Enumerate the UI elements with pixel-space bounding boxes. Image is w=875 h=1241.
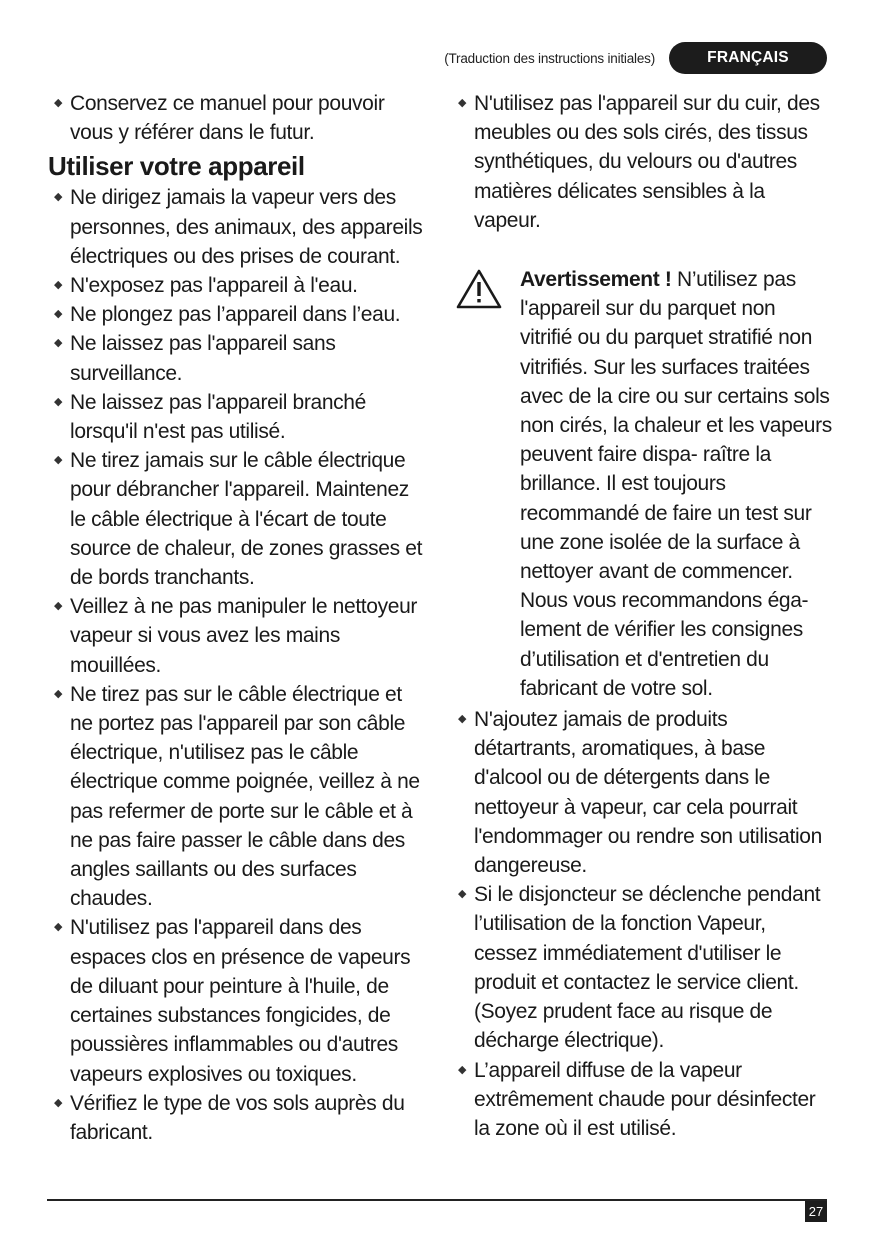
item-text: Veillez à ne pas manipuler le nettoyeur vapeur si vous avez les mains mouillées. — [70, 595, 418, 677]
diamond-bullet-icon: ◆ — [458, 888, 467, 901]
item-text: N'exposez pas l'appareil à l'eau. — [70, 274, 358, 298]
diamond-bullet-icon: ◆ — [54, 279, 63, 292]
item-text: N'utilisez pas l'appareil dans des espaces clos en présence de vapeurs de diluant pour peinture à l'huile, de certaines substances fongicides, de poussières inflammables ou d'autres vapeurs explosives ou toxiques. — [70, 916, 411, 1086]
page-number: 27 — [805, 1201, 827, 1222]
diamond-bullet-icon: ◆ — [54, 687, 63, 700]
diamond-bullet-icon: ◆ — [54, 1096, 63, 1109]
item-text: Ne plongez pas l’appareil dans l’eau. — [70, 303, 401, 327]
list-item — [48, 271, 426, 300]
list-item — [48, 592, 426, 680]
diamond-bullet-icon: ◆ — [54, 97, 63, 109]
list-item — [48, 446, 426, 592]
list-item — [48, 183, 426, 271]
diamond-bullet-icon: ◆ — [458, 97, 467, 109]
list-item — [452, 89, 832, 235]
diamond-bullet-icon: ◆ — [458, 713, 467, 726]
list-item — [48, 89, 426, 147]
diamond-bullet-icon: ◆ — [458, 1063, 467, 1076]
left-column — [48, 89, 426, 1147]
right-column — [452, 89, 832, 1143]
warning-triangle-icon — [456, 269, 502, 309]
list-item — [48, 680, 426, 914]
item-text: L’appareil diffuse de la vapeur extrêmement chaude pour désinfecter la zone où il est utilisé. — [474, 1058, 816, 1140]
translation-note: (Traduction des instructions initiales) — [444, 51, 655, 66]
item-text: N'ajoutez jamais de produits détartrants, aromatiques, à base d'alcool ou de détergents dans le nettoyeur à vapeur, car cela pourrait l'endommager ou rendre son utilisation dangereuse. — [474, 708, 822, 878]
list-item — [48, 1089, 426, 1147]
list-item — [48, 913, 426, 1088]
item-text: Ne laissez pas l'appareil branché lorsqu'il n'est pas utilisé. — [70, 390, 366, 444]
footer-divider — [47, 1199, 827, 1201]
item-text: Ne dirigez jamais la vapeur vers des personnes, des animaux, des appareils électriques ou des prises de courant. — [70, 186, 423, 268]
diamond-bullet-icon: ◆ — [54, 191, 63, 204]
list-item — [452, 705, 832, 880]
item-text: Ne tirez pas sur le câble électrique et ne portez pas l'appareil par son câble électrique, n'utilisez pas le câble électrique comme poignée, veillez à ne pas refermer de porte sur le câble et à ne pas faire passer le câble dans des angles saillants ou des surfaces chaudes. — [70, 682, 420, 911]
diamond-bullet-icon: ◆ — [54, 308, 63, 321]
warning-block — [452, 265, 832, 703]
item-text: N'utilisez pas l'appareil sur du cuir, des meubles ou des sols cirés, des tissus synthétiques, du velours ou d'autres matières délicates sensibles à la vapeur. — [474, 92, 820, 232]
diamond-bullet-icon: ◆ — [54, 600, 63, 613]
list-item — [452, 880, 832, 1055]
item-text: Vérifiez le type de vos sols auprès du fabricant. — [70, 1091, 405, 1144]
list-item — [452, 1056, 832, 1144]
list-item — [48, 388, 426, 446]
warning-text: N’utilisez pas l'appareil sur du parquet non vitrifié ou du parquet stratifié non vitrifiés. Sur les surfaces traitées avec de la cire ou sur certains sols non cirés, la chaleur et les vapeurs peuvent faire dispa- raître la brillance. Il est toujours recommandé de faire un test sur une zone isolée de la surface à nettoyer avant de commencer. Nous vous recommandons éga- lement de vérifier les consignes d’utilisation et d'entretien du fabricant de votre sol. — [520, 268, 832, 700]
warning-title: Avertissement ! — [520, 268, 672, 292]
item-text: Ne laissez pas l'appareil sans surveillance. — [70, 332, 336, 385]
item-text: Ne tirez jamais sur le câble électrique pour débrancher l'appareil. Maintenez le câble électrique à l'écart de toute source de chaleur, de zones grasses et de bords tranchants. — [70, 449, 423, 590]
diamond-bullet-icon: ◆ — [54, 395, 63, 408]
item-text: Si le disjoncteur se déclenche pendant l’utilisation de la fonction Vapeur, cessez immédiatement d'utiliser le produit et contactez le service client. (Soyez prudent face au risque de décharge électrique). — [474, 883, 821, 1053]
language-tab: FRANÇAIS — [669, 42, 827, 74]
list-item — [48, 300, 426, 329]
diamond-bullet-icon: ◆ — [54, 454, 63, 467]
list-item — [48, 329, 426, 387]
diamond-bullet-icon: ◆ — [54, 337, 63, 350]
item-text: Conservez ce manuel pour pouvoir vous y référer dans le futur. — [70, 92, 385, 145]
section-heading: Utiliser votre appareil — [48, 151, 305, 182]
diamond-bullet-icon: ◆ — [54, 921, 63, 934]
